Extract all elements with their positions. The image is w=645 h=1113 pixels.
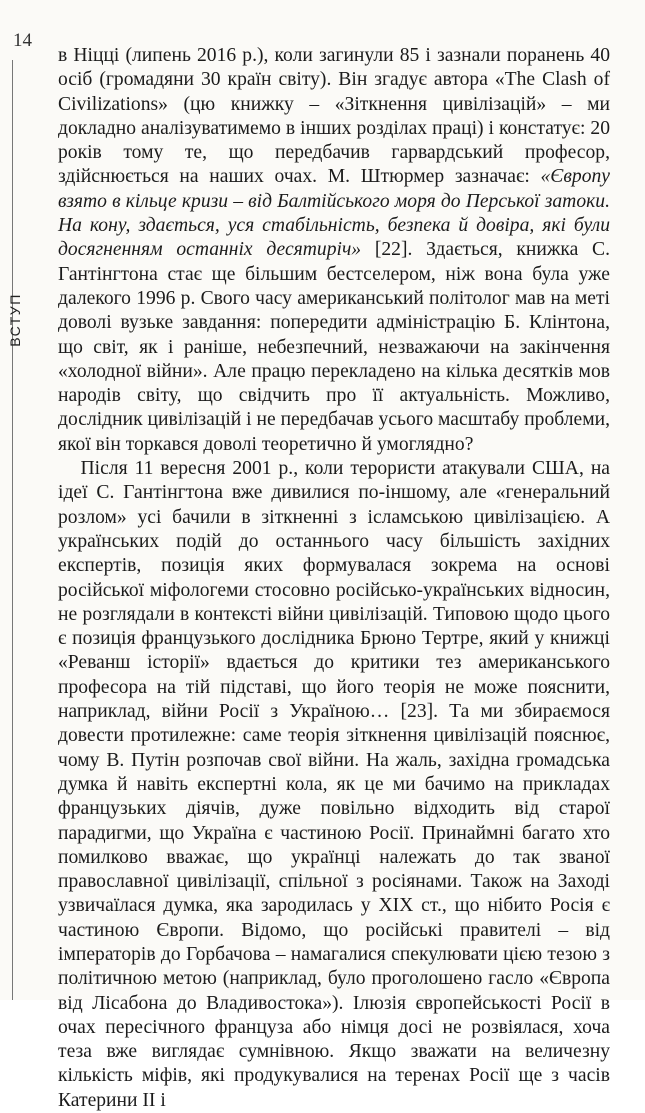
- paragraph-1-quote: «Європу взято в кільце кризи – від Балтійського моря до Перської затоки. На кону, здається, уся стабільність, безпека й довіра, які були досягненням останніх десятиріч»: [58, 166, 610, 261]
- section-label: ВСТУП: [7, 293, 23, 347]
- paragraph-1-text-b: [22]. Здається, книжка С. Гантінгтона стає ще більшим бестселером, ніж вона була уже далекого 1996 р. Свого часу американський політолог мав на меті доволі вузьке завдання: попередити адміністрацію Б. Клінтона, що світ, як і раніше, небезпечний, незважаючи на закінчення «холодної війни». Але працю перекладено на кілька десятків мов народів світу, що свідчить про її актуальність. Можливо, дослідник цивілізацій і не передбачав усього масштабу проблеми, якої він торкався доволі теоретично й умоглядно?: [58, 239, 611, 455]
- paragraph-2: Після 11 вересня 2001 р., коли терористи атакували США, на ідеї С. Гантінгтона вже дивилися по-іншому, але «генеральний розлом» усі бачили в зіткненні з ісламською цивілізацією. А українських подій до останнього часу більшість західних експертів, позиція яких формувалася зокрема на основі російської міфологеми стосовно російсько-українських відносин, не розглядали в контексті війни цивілізацій. Типовою щодо цього є позиція французького дослідника Брюно Тертре, який у книжці «Реванш історії» вдається до критики тез американського професора на тій підставі, що його теорія не може пояснити, наприклад, війни Росії з Україною… [23]. Та ми збираємося довести протилежне: саме теорія зіткнення цивілізацій пояснює, чому В. Путін розпочав свої війни. На жаль, західна громадська думка й навіть експертні кола, як це ми бачимо на прикладах французьких діячів, дуже повільно відходить від старої парадигми, що Україна є частиною Росії. Принаймні багато хто помилково вважає, що українці належать до так званої православної цивілізації, спільної з росіянами. Також на Заході узвичаїлася думка, яка зародилась у XIX ст., що нібито Росія є частиною Європи. Відомо, що російські правителі – від імператорів до Горбачова – намагалися спекулювати цією тезою з політичною метою (наприклад, було проголошено гасло «Європа від Лісабона до Владивостока»). Ілюзія європейськості Росії в очах пересічного француза або німця досі не розвіялася, хоча теза вже виглядає сумнівною. Якщо зважати на величезну кількість міфів, які продукувалися на теренах Росії ще з часів Катерини II і: [58, 458, 610, 1111]
- paragraph-1-text-a: в Ніцці (липень 2016 р.), коли загинули 85 і зазнали поранень 40 осіб (громадяни 30 країн світу). Він згадує автора «The Clash of Civilizations» (цю книжку – «Зіткнення цивілізацій» – ми докладно аналізуватимемо в інших розділах праці) і констатує: 20 років тому те, що передбачив гарвардський професор, здійснюється на наших очах. М. Штюрмер зазначає:: [58, 45, 610, 188]
- section-tab: [0, 270, 30, 370]
- margin-rule: [12, 60, 13, 1000]
- page-number: 14: [13, 30, 32, 51]
- paragraph-1: [58, 44, 610, 457]
- body-text: [58, 44, 610, 1113]
